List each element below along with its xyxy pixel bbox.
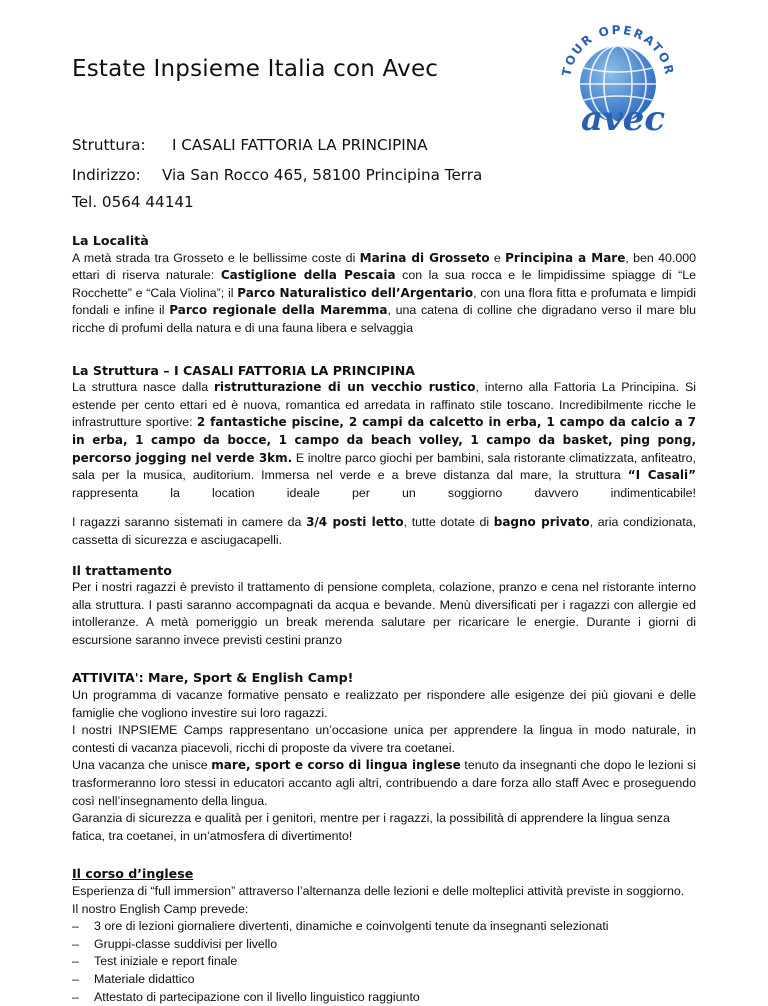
attivita-paragraph-3: Una vacanza che unisce mare, sport e corso di lingua inglese tenuto da insegnanti che dopo le lezioni si trasformeranno loro stessi in educatori accanto agli altri, contribuendo a dare forza allo staff Avec e proseguendo così nell’insegnamento della lingua. <box>72 758 696 808</box>
struttura-paragraph: La struttura nasce dalla ristrutturazione di un vecchio rustico, interno alla Fattoria La Principina. Si estende per cento ettari ed è nuova, romantica ed arredata in raffinato stile toscano. Incredibilmente ricche le infrastrutture sportive: 2 fantastiche piscine, 2 campi da calcetto in erba, 1 campo da calcio a 7 in erba, 1 campo da bocce, 1 campo da beach volley, 1 campo da basket, ping pong, percorso jogging nel verde 3km. E inoltre parco giochi per bambini, sala ristorante climatizzata, anfiteatro, sala per la musica, auditorium. Immersa nel verde e a breve distanza dal mare, la struttura “I Casali” rappresenta la location ideale per un soggiorno davvero indimenticabile! <box>72 380 697 500</box>
list-item: – Attestato di partecipazione con il livello linguistico raggiunto <box>72 989 696 1006</box>
localita-paragraph: A metà strada tra Grosseto e le bellissime coste di Marina di Grosseto e Principina a Mare, ben 40.000 ettari di riserva naturale: Castiglione della Pescaia con la sua rocca e le limpidissime spiagge di “Le Rocchette” e “Cala Violina”; il Parco Naturalistico dell’Argentario, con una flora fitta e profumata e limpidi fondali e infine il Parco regionale della Maremma, una catena di colline che digradano verso il mare blu ricche di profumi della natura e di una fauna libera e selvaggia <box>72 250 697 335</box>
document-body <box>72 232 696 1006</box>
list-item: – Test iniziale e report finale <box>72 953 696 971</box>
corso-paragraph-2: Il nostro English Camp prevede: <box>72 901 249 916</box>
list-item: – 3 ore di lezioni giornaliere divertenti, dinamiche e coinvolgenti tenute da insegnanti selezionati <box>72 918 696 936</box>
corso-list <box>72 918 696 1006</box>
indirizzo-line <box>72 166 482 184</box>
corso-paragraph-1: Esperienza di “full immersion” attraverso l’alternanza delle lezioni e delle molteplici attività previste in soggiorno. <box>72 884 685 898</box>
list-item: – Gruppi-classe suddivisi per livello <box>72 936 696 954</box>
struttura-label: Struttura: <box>72 136 146 154</box>
list-item: – Materiale didattico <box>72 971 696 989</box>
attivita-paragraph-2: I nostri INPSIEME Camps rappresentano un’occasione unica per apprendere la lingua in modo naturale, in contesti di vacanza piacevoli, ricchi di proposte da vivere tra coetanei. <box>72 723 696 755</box>
camere-paragraph: I ragazzi saranno sistemati in camere da 3/4 posti letto, tutte dotate di bagno privato, aria condizionata, cassetta di sicurezza e asciugacapelli. <box>72 515 697 547</box>
avec-logo-graphic <box>548 18 688 138</box>
section-heading-trattamento: Il trattamento <box>72 562 172 578</box>
trattamento-paragraph: Per i nostri ragazzi è previsto il trattamento di pensione completa, colazione, pranzo e cena nel ristorante interno alla struttura. I pasti saranno accompagnati da acqua e bevande. Menù diversificati per i ragazzi con allergie ed intolleranze. A metà pomeriggio un break merenda salutare per ricaricare le energie. Durante i giorni di escursione saranno invece previsti cestini pranzo <box>72 580 696 647</box>
indirizzo-value: Via San Rocco 465, 58100 Principina Terra <box>162 166 483 184</box>
section-heading-localita: La Località <box>72 233 149 248</box>
attivita-paragraph-4: Garanzia di sicurezza e qualità per i genitori, mentre per i ragazzi, la possibilità di apprendere la lingua senza fatica, tra coetanei, in un’atmosfera di divertimento! <box>72 811 670 843</box>
logo-brand-text: avec <box>580 99 666 138</box>
page-title: Estate Inpsieme Italia con Avec <box>72 56 439 82</box>
logo-arc-text: TOUR OPERATOR <box>559 22 677 78</box>
attivita-paragraph-1: Un programma di vacanze formative pensato e realizzato per rispondere alle esigenze dei più giovani e delle famiglie che vogliono investire sui loro ragazzi. <box>72 688 696 720</box>
indirizzo-label: Indirizzo: <box>72 166 141 184</box>
section-heading-struttura: La Struttura – I CASALI FATTORIA LA PRINCIPINA <box>72 362 415 378</box>
struttura-line <box>72 136 427 154</box>
section-heading-attivita: ATTIVITA': Mare, Sport & English Camp! <box>72 670 354 686</box>
struttura-value: I CASALI FATTORIA LA PRINCIPINA <box>172 136 428 154</box>
avec-logo <box>548 18 688 138</box>
section-heading-corso: Il corso d’inglese <box>72 866 194 882</box>
tel-line: Tel. 0564 44141 <box>72 193 194 211</box>
